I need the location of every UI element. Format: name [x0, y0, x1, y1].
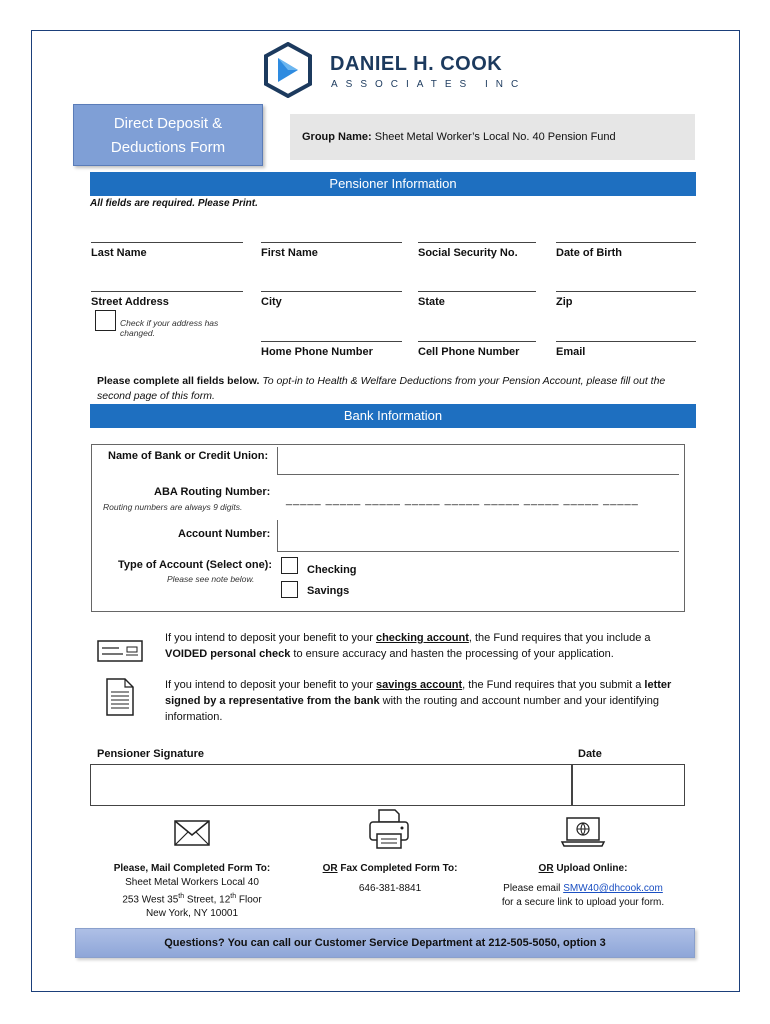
upload-instructions	[482, 862, 684, 910]
fax-title: OR Fax Completed Form To:	[322, 863, 458, 874]
date-label: Date	[578, 748, 602, 760]
group-value: Sheet Metal Worker’s Local No. 40 Pension Fund	[374, 131, 616, 143]
checking-label: Checking	[307, 564, 357, 576]
upload-email-link[interactable]: SMW40@dhcook.com	[563, 883, 663, 894]
fax-number: 646-381-8841	[358, 883, 422, 894]
date-input[interactable]	[572, 764, 685, 806]
group-label: Group Name:	[302, 131, 372, 143]
account-type-note: Please see note below.	[167, 574, 255, 584]
mail-icon	[174, 820, 210, 846]
savings-checkbox[interactable]	[281, 581, 298, 598]
form-title-line1: Direct Deposit &	[113, 115, 223, 132]
cell-phone-field[interactable]: Cell Phone Number	[418, 341, 536, 358]
address-changed-checkbox[interactable]	[95, 310, 116, 331]
bank-name-input[interactable]	[277, 447, 679, 475]
first-name-field[interactable]: First Name	[261, 242, 402, 259]
address-changed-note: Check if your address has changed.	[120, 318, 219, 338]
bank-name-label: Name of Bank or Credit Union:	[108, 450, 269, 462]
account-type-label: Type of Account (Select one):	[118, 559, 273, 571]
check-icon	[97, 640, 143, 662]
required-note: All fields are required. Please Print.	[90, 198, 258, 209]
instructions-bold: Please complete all fields below.	[97, 375, 260, 387]
logo-name: DANIEL H. COOK	[330, 53, 503, 75]
savings-account-note: If you intend to deposit your benefit to your savings account, the Fund requires that you submit a letter signed by a representative from the bank with the routing and account number and your identifying information.	[165, 679, 672, 723]
mail-address-line3: New York, NY 10001	[145, 908, 239, 920]
signature-label: Pensioner Signature	[97, 748, 204, 760]
upload-email-line: Please email SMW40@dhcook.com	[503, 883, 663, 894]
fax-icon	[367, 808, 411, 850]
street-address-field[interactable]: Street Address	[91, 291, 243, 308]
zip-field[interactable]: Zip	[556, 291, 696, 308]
state-field[interactable]: State	[418, 291, 536, 308]
account-number-input[interactable]	[277, 520, 679, 552]
checking-account-note: If you intend to deposit your benefit to your checking account, the Fund requires that you include a VOIDED personal check to ensure accuracy and hasten the processing of your application.	[165, 632, 651, 660]
pensioner-section-header: Pensioner Information	[90, 172, 696, 196]
instructions-italic: To opt-in to Health & Welfare Deductions from your Pension Account, please fill out the second page of this form.	[97, 375, 666, 402]
upload-title: OR Upload Online:	[538, 863, 628, 874]
savings-label: Savings	[307, 585, 350, 597]
account-number-label: Account Number:	[178, 528, 271, 540]
upload-line2: for a secure link to upload your form.	[501, 897, 665, 908]
signature-input[interactable]	[90, 764, 572, 806]
fax-instructions	[300, 862, 480, 896]
bank-section-header: Bank Information	[90, 404, 696, 428]
mail-instructions	[100, 862, 284, 921]
mail-address-line2: 253 West 35th Street, 12th Floor	[122, 893, 262, 906]
form-title-line2: Deductions Form	[110, 139, 226, 156]
group-name-box	[290, 114, 695, 160]
mail-address-line1: Sheet Metal Workers Local 40	[125, 877, 259, 888]
instructions	[97, 374, 687, 404]
laptop-icon	[560, 816, 606, 848]
checking-checkbox[interactable]	[281, 557, 298, 574]
ssn-field[interactable]: Social Security No.	[418, 242, 536, 259]
email-field[interactable]: Email	[556, 341, 696, 358]
city-field[interactable]: City	[261, 291, 402, 308]
mail-title: Please, Mail Completed Form To:	[113, 863, 271, 874]
routing-label: ABA Routing Number:	[154, 486, 271, 498]
footer-questions: Questions? You can call our Customer Service Department at 212-505-5050, option 3	[75, 928, 695, 958]
company-logo-icon	[262, 42, 314, 98]
routing-note: Routing numbers are always 9 digits.	[103, 502, 243, 512]
document-icon	[106, 678, 134, 716]
logo-subtitle: ASSOCIATES INC	[331, 79, 527, 90]
last-name-field[interactable]: Last Name	[91, 242, 243, 259]
dob-field[interactable]: Date of Birth	[556, 242, 696, 259]
routing-number-input[interactable]: _____ _____ _____ _____ _____ _____ _____ _____ _____	[286, 494, 639, 506]
home-phone-field[interactable]: Home Phone Number	[261, 341, 402, 358]
form-title	[73, 104, 263, 166]
